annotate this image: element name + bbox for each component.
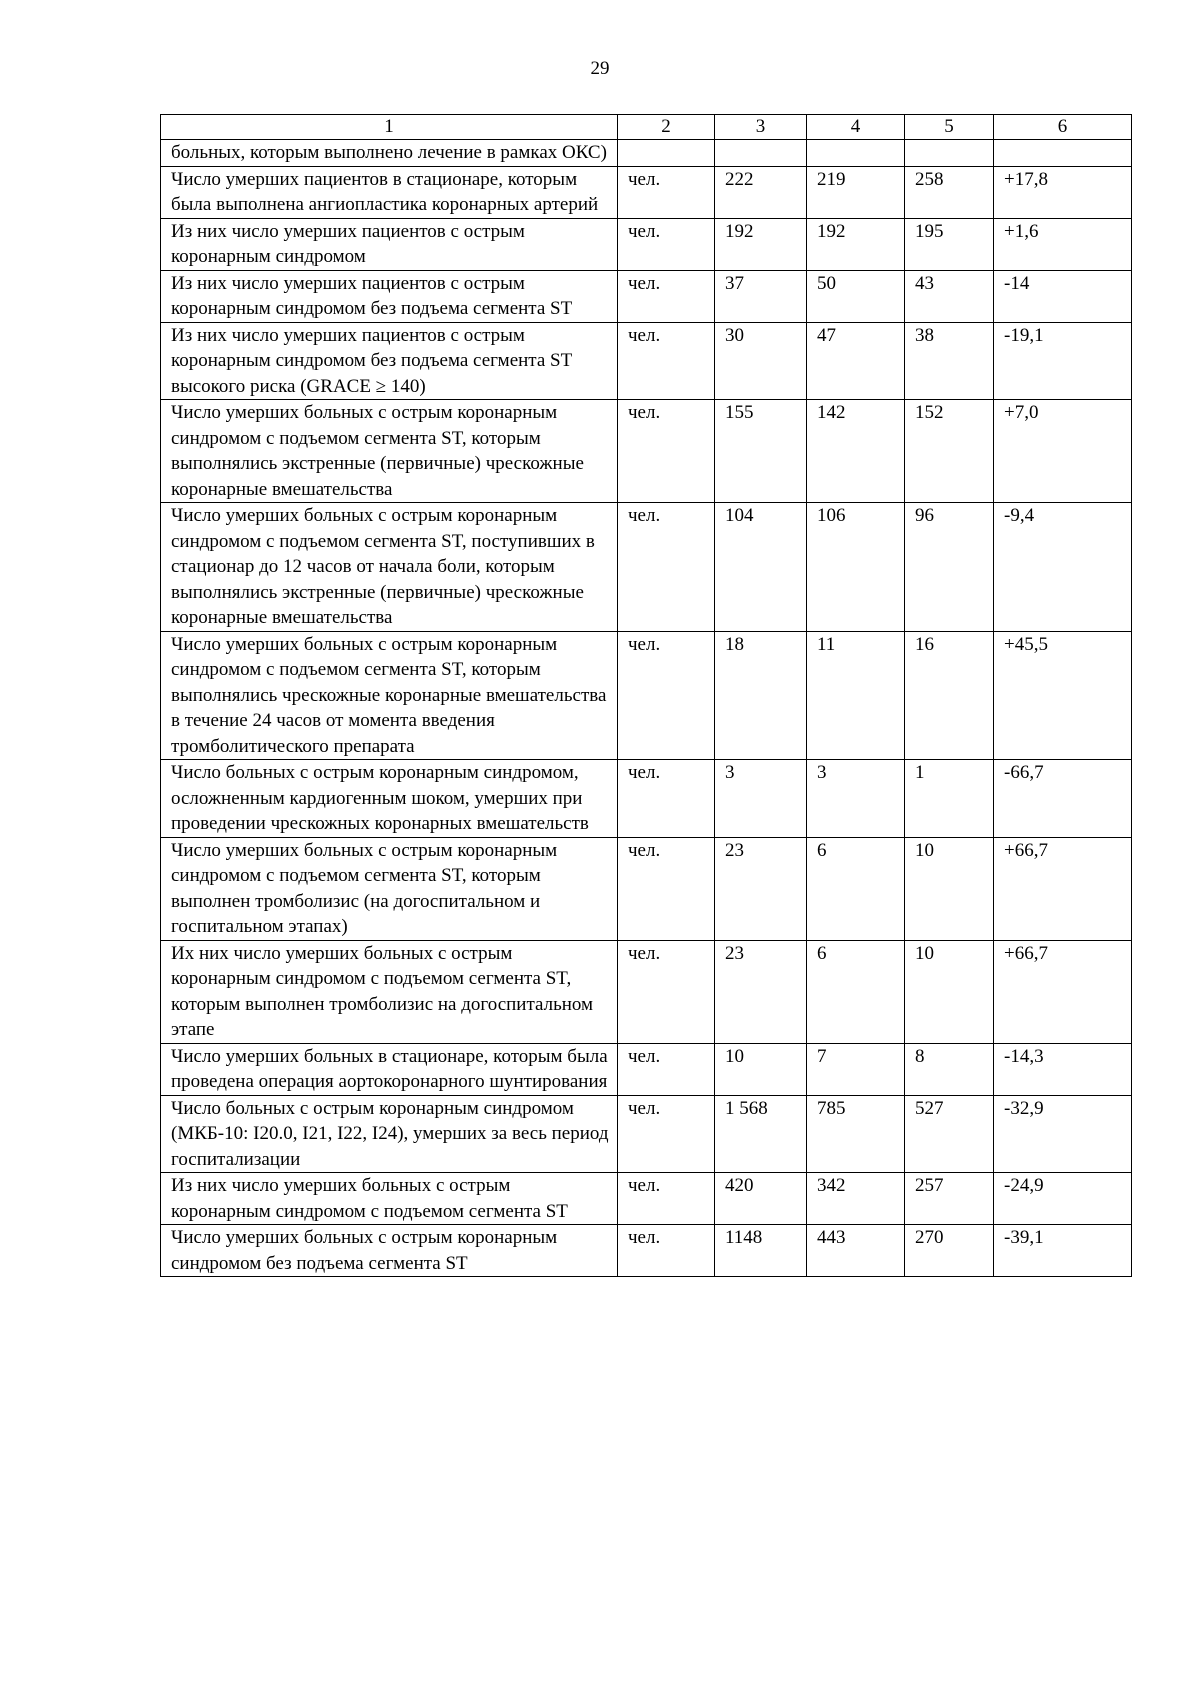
- value-cell: [715, 140, 807, 167]
- value-cell: 785: [807, 1095, 905, 1173]
- table-body: [161, 140, 1132, 1277]
- value-cell: 96: [905, 503, 994, 632]
- indicator-cell: Число больных с острым коронарным синдромом (МКБ-10: I20.0, I21, I22, I24), умерших за весь период госпитализации: [161, 1095, 618, 1173]
- change-cell: +7,0: [994, 400, 1132, 503]
- value-cell: 11: [807, 631, 905, 760]
- indicator-cell: больных, которым выполнено лечение в рамках ОКС): [161, 140, 618, 167]
- indicator-cell: Число умерших пациентов в стационаре, которым была выполнена ангиопластика коронарных артерий: [161, 166, 618, 218]
- indicator-cell: Из них число умерших пациентов с острым коронарным синдромом без подъема сегмента ST: [161, 270, 618, 322]
- indicator-cell: Число умерших больных с острым коронарным синдромом без подъема сегмента ST: [161, 1225, 618, 1277]
- table-row: [161, 322, 1132, 400]
- value-cell: 1: [905, 760, 994, 838]
- value-cell: 527: [905, 1095, 994, 1173]
- page-number: 29: [590, 58, 610, 79]
- unit-cell: чел.: [618, 631, 715, 760]
- column-header: 6: [994, 115, 1132, 140]
- change-cell: -32,9: [994, 1095, 1132, 1173]
- statistics-table: [160, 114, 1132, 1277]
- unit-cell: чел.: [618, 1043, 715, 1095]
- value-cell: [905, 140, 994, 167]
- indicator-cell: Число умерших больных с острым коронарным синдромом с подъемом сегмента ST, которым выполнялись чрескожные коронарные вмешательства в течение 24 часов от момента введения тромболитического препарата: [161, 631, 618, 760]
- unit-cell: чел.: [618, 760, 715, 838]
- column-header: 5: [905, 115, 994, 140]
- indicator-cell: Их них число умерших больных с острым коронарным синдромом с подъемом сегмента ST, которым выполнен тромболизис на догоспитальном этапе: [161, 940, 618, 1043]
- column-header: 2: [618, 115, 715, 140]
- value-cell: 50: [807, 270, 905, 322]
- column-header: 1: [161, 115, 618, 140]
- value-cell: 219: [807, 166, 905, 218]
- value-cell: 192: [807, 218, 905, 270]
- value-cell: 192: [715, 218, 807, 270]
- value-cell: 142: [807, 400, 905, 503]
- value-cell: 420: [715, 1173, 807, 1225]
- table-row: [161, 270, 1132, 322]
- table-row: [161, 837, 1132, 940]
- value-cell: 8: [905, 1043, 994, 1095]
- unit-cell: чел.: [618, 837, 715, 940]
- change-cell: -66,7: [994, 760, 1132, 838]
- value-cell: 10: [715, 1043, 807, 1095]
- unit-cell: чел.: [618, 400, 715, 503]
- value-cell: 222: [715, 166, 807, 218]
- unit-cell: чел.: [618, 270, 715, 322]
- unit-cell: чел.: [618, 1225, 715, 1277]
- value-cell: 1 568: [715, 1095, 807, 1173]
- value-cell: 23: [715, 940, 807, 1043]
- value-cell: 30: [715, 322, 807, 400]
- change-cell: +66,7: [994, 837, 1132, 940]
- value-cell: 342: [807, 1173, 905, 1225]
- change-cell: -14,3: [994, 1043, 1132, 1095]
- change-cell: -19,1: [994, 322, 1132, 400]
- indicator-cell: Из них число умерших больных с острым коронарным синдромом с подъемом сегмента ST: [161, 1173, 618, 1225]
- unit-cell: чел.: [618, 1095, 715, 1173]
- change-cell: [994, 140, 1132, 167]
- value-cell: 37: [715, 270, 807, 322]
- unit-cell: чел.: [618, 503, 715, 632]
- value-cell: 38: [905, 322, 994, 400]
- column-header: 4: [807, 115, 905, 140]
- table-header-row: [161, 115, 1132, 140]
- value-cell: 6: [807, 940, 905, 1043]
- unit-cell: чел.: [618, 1173, 715, 1225]
- value-cell: 195: [905, 218, 994, 270]
- unit-cell: чел.: [618, 940, 715, 1043]
- value-cell: 152: [905, 400, 994, 503]
- indicator-cell: Из них число умерших пациентов с острым коронарным синдромом: [161, 218, 618, 270]
- table-row: [161, 631, 1132, 760]
- table-row: [161, 760, 1132, 838]
- value-cell: 3: [807, 760, 905, 838]
- value-cell: 10: [905, 837, 994, 940]
- change-cell: +17,8: [994, 166, 1132, 218]
- unit-cell: чел.: [618, 218, 715, 270]
- unit-cell: чел.: [618, 322, 715, 400]
- change-cell: -9,4: [994, 503, 1132, 632]
- column-header: 3: [715, 115, 807, 140]
- value-cell: 18: [715, 631, 807, 760]
- value-cell: 43: [905, 270, 994, 322]
- indicator-cell: Число умерших больных в стационаре, которым была проведена операция аортокоронарного шунтирования: [161, 1043, 618, 1095]
- value-cell: 7: [807, 1043, 905, 1095]
- value-cell: 3: [715, 760, 807, 838]
- value-cell: 443: [807, 1225, 905, 1277]
- table-row: [161, 140, 1132, 167]
- table-row: [161, 400, 1132, 503]
- change-cell: +1,6: [994, 218, 1132, 270]
- value-cell: 258: [905, 166, 994, 218]
- change-cell: -14: [994, 270, 1132, 322]
- value-cell: 104: [715, 503, 807, 632]
- value-cell: 47: [807, 322, 905, 400]
- table-row: [161, 1225, 1132, 1277]
- value-cell: [807, 140, 905, 167]
- table-row: [161, 1173, 1132, 1225]
- table-row: [161, 503, 1132, 632]
- value-cell: 16: [905, 631, 994, 760]
- change-cell: +66,7: [994, 940, 1132, 1043]
- indicator-cell: Число больных с острым коронарным синдромом, осложненным кардиогенным шоком, умерших при проведении чрескожных коронарных вмешательств: [161, 760, 618, 838]
- change-cell: -24,9: [994, 1173, 1132, 1225]
- unit-cell: [618, 140, 715, 167]
- value-cell: 155: [715, 400, 807, 503]
- unit-cell: чел.: [618, 166, 715, 218]
- value-cell: 1148: [715, 1225, 807, 1277]
- change-cell: +45,5: [994, 631, 1132, 760]
- indicator-cell: Число умерших больных с острым коронарным синдромом с подъемом сегмента ST, которым выполнялись экстренные (первичные) чрескожные коронарные вмешательства: [161, 400, 618, 503]
- indicator-cell: Из них число умерших пациентов с острым коронарным синдромом без подъема сегмента ST высокого риска (GRACE ≥ 140): [161, 322, 618, 400]
- value-cell: 23: [715, 837, 807, 940]
- table-row: [161, 1043, 1132, 1095]
- table-row: [161, 166, 1132, 218]
- table-row: [161, 218, 1132, 270]
- value-cell: 270: [905, 1225, 994, 1277]
- indicator-cell: Число умерших больных с острым коронарным синдромом с подъемом сегмента ST, которым выполнен тромболизис (на догоспитальном и госпитальном этапах): [161, 837, 618, 940]
- indicator-cell: Число умерших больных с острым коронарным синдромом с подъемом сегмента ST, поступивших в стационар до 12 часов от начала боли, которым выполнялись экстренные (первичные) чрескожные коронарные вмешательства: [161, 503, 618, 632]
- change-cell: -39,1: [994, 1225, 1132, 1277]
- table-row: [161, 940, 1132, 1043]
- value-cell: 10: [905, 940, 994, 1043]
- value-cell: 257: [905, 1173, 994, 1225]
- value-cell: 106: [807, 503, 905, 632]
- value-cell: 6: [807, 837, 905, 940]
- table-row: [161, 1095, 1132, 1173]
